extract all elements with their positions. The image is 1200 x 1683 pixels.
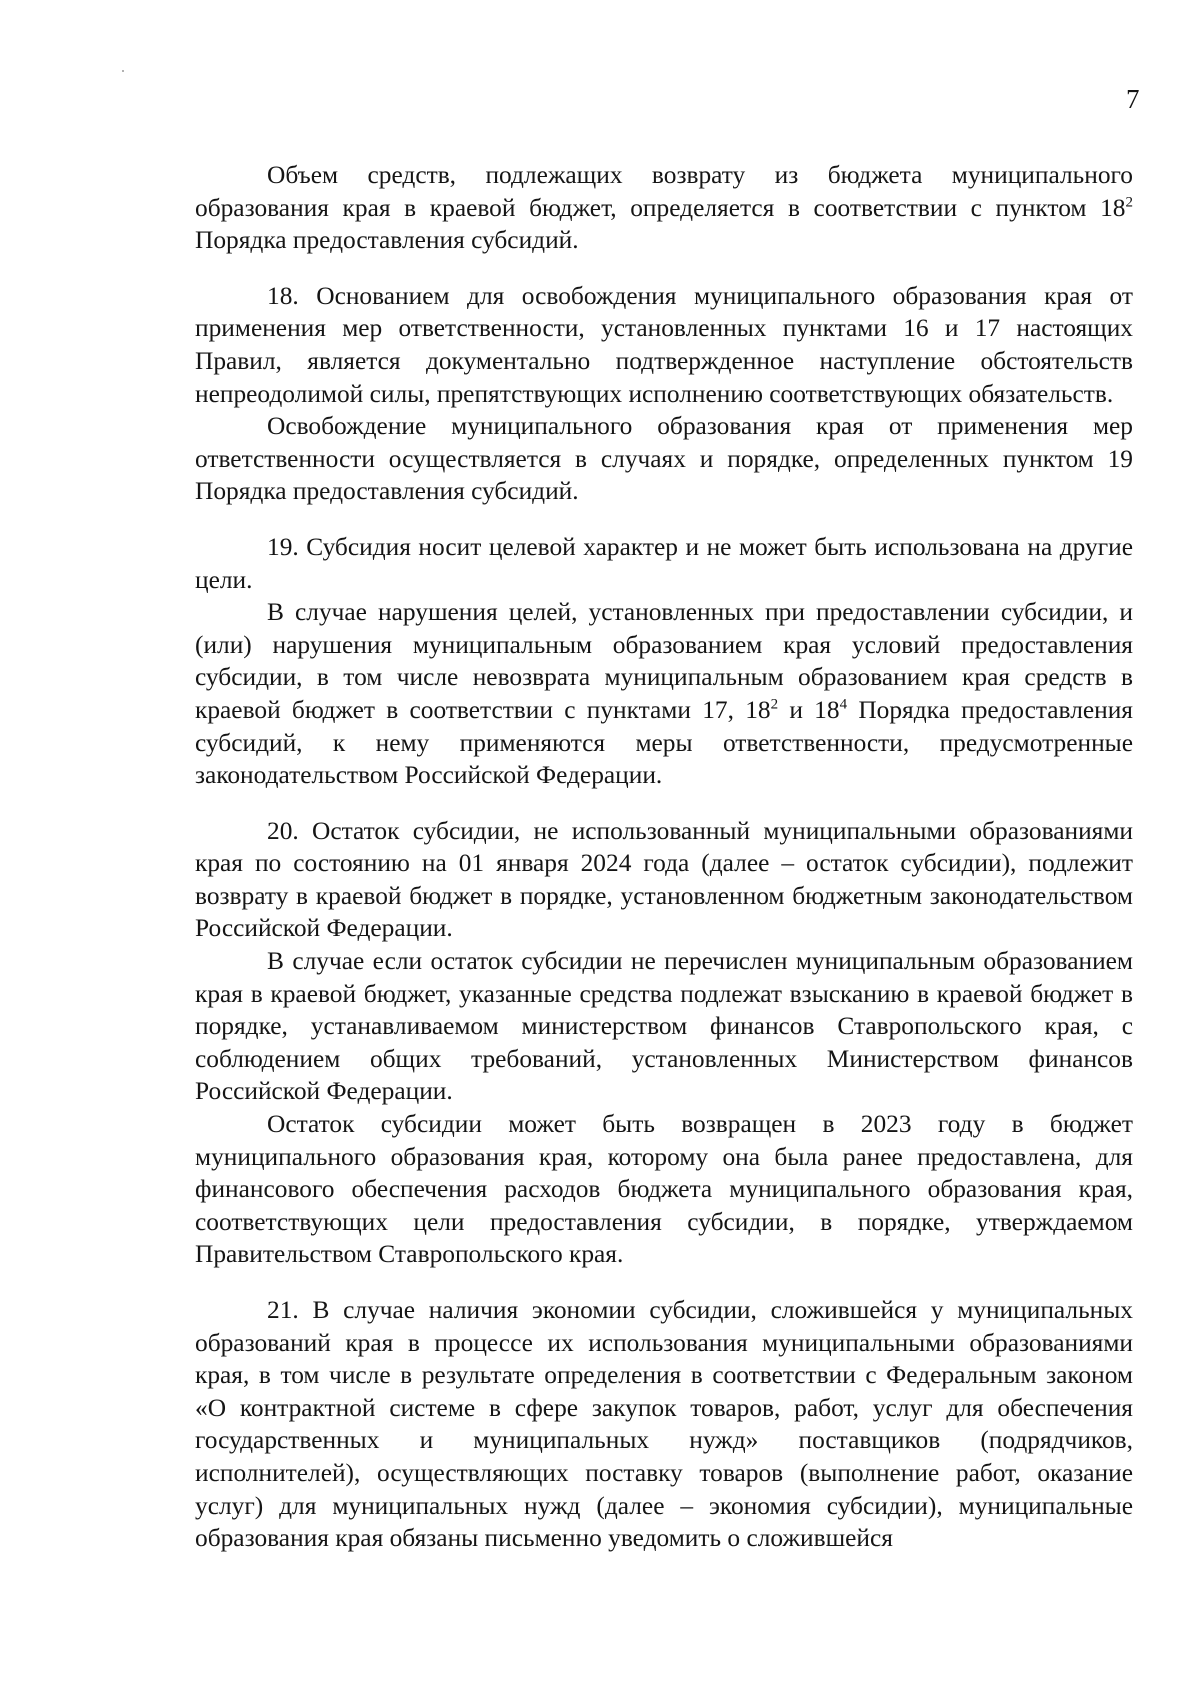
- paragraph-refund-volume: [195, 159, 1133, 257]
- page-number: 7: [1126, 84, 1140, 114]
- text-run: Порядка предоставления субсидий, к нему применяются меры ответственности, предусмотренные законодательством Российской Федерации.: [195, 695, 1133, 790]
- text-run: Объем средств, подлежащих возврату из бюджета муниципального образования края в краевой бюджет, определяется в соответствии с пунктом 18: [195, 161, 1133, 222]
- superscript: 2: [770, 696, 779, 713]
- paragraph-20-return: Остаток субсидии может быть возвращен в 2023 году в бюджет муниципального образования края, которому она была ранее предоставлена, для финансового обеспечения расходов бюджета муниципального образования края, соответствующих цели предоставления субсидии, в порядке, утверждаемом Правительством Ставропольского края.: [195, 1110, 1133, 1269]
- paragraph-20-recovery: В случае если остаток субсидии не перечислен муниципальным образованием края в краевой бюджет, указанные средства подлежат взысканию в краевой бюджет в порядке, устанавливаемом министерством финансов Ставропольского края, с соблюдением общих требований, установленных Министерством финансов Российской Федерации.: [195, 947, 1133, 1106]
- text-run: Порядка предоставления субсидий.: [195, 226, 579, 255]
- paragraph-18-release: Освобождение муниципального образования края от применения мер ответственности осуществляется в случаях и порядке, определенных пунктом 19 Порядка предоставления субсидий.: [195, 412, 1133, 506]
- paragraph-19: 19. Субсидия носит целевой характер и не может быть использована на другие цели.: [195, 532, 1133, 594]
- scan-speck: [122, 70, 124, 72]
- paragraph-18: 18. Основанием для освобождения муниципального образования края от применения мер ответственности, установленных пунктами 16 и 17 настоящих Правил, является документально подтвержденное наступление обстоятельств непреодолимой силы, препятствующих исполнению соответствующих обязательств.: [195, 281, 1133, 408]
- document-body: [195, 159, 1133, 1555]
- text-run: и 18: [778, 695, 840, 724]
- paragraph-19-violation: [195, 596, 1133, 792]
- text-run: В случае нарушения целей, установленных при предоставлении субсидии, и (или) нарушения муниципальным образованием края условий предоставления субсидии, в том числе невозврата муниципальным образованием края средств в краевой бюджет в соответствии с пунктами 17, 18: [195, 598, 1133, 724]
- paragraph-20: 20. Остаток субсидии, не использованный муниципальными образованиями края по состоянию на 01 января 2024 года (далее – остаток субсидии), подлежит возврату в краевой бюджет в порядке, установленном бюджетным законодательством Российской Федерации.: [195, 816, 1133, 943]
- superscript: 4: [839, 696, 848, 713]
- superscript: 2: [1125, 194, 1133, 211]
- paragraph-21: 21. В случае наличия экономии субсидии, сложившейся у муниципальных образований края в процессе их использования муниципальными образованиями края, в том числе в результате определения в соответствии с Федеральным законом «О контрактной системе в сфере закупок товаров, работ, услуг для обеспечения государственных и муниципальных нужд» поставщиков (подрядчиков, исполнителей), осуществляющих поставку товаров (выполнение работ, оказание услуг) для муниципальных нужд (далее – экономия субсидии), муниципальные образования края обязаны письменно уведомить о сложившейся: [195, 1296, 1133, 1553]
